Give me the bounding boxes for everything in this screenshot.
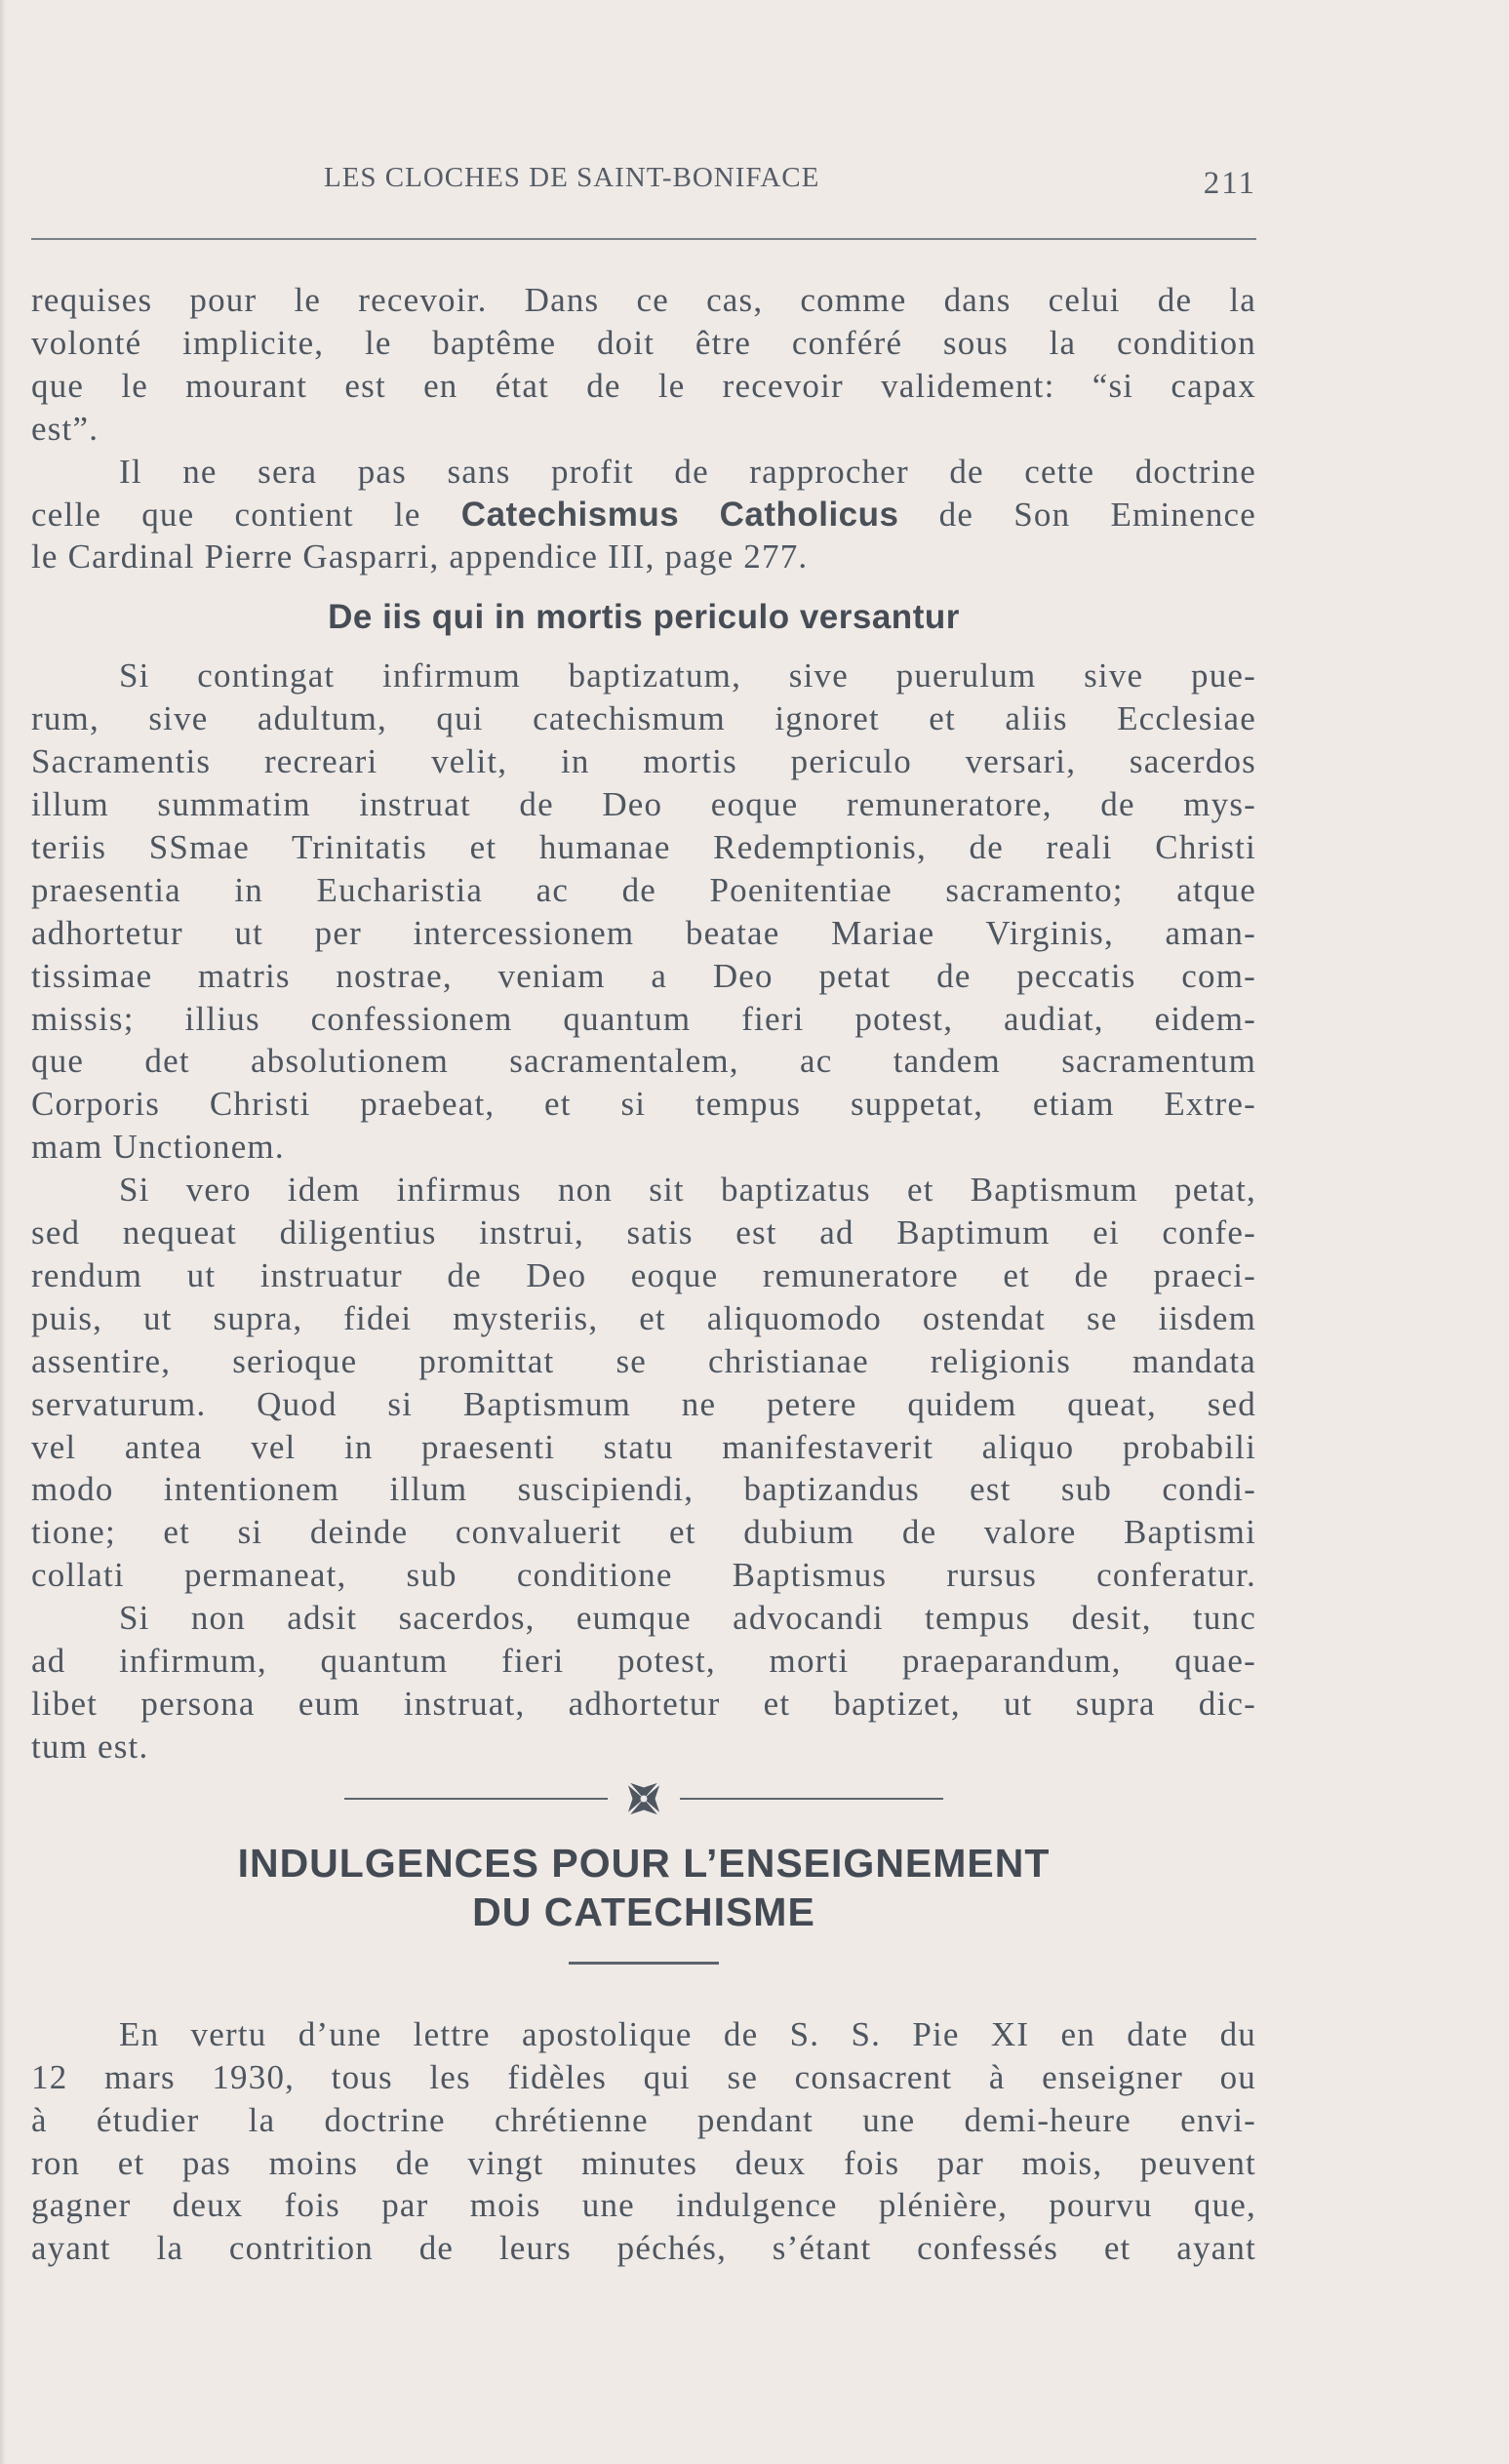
text-line: gagner deux fois par mois une indulgence plénière, pourvu que, [31,2186,1256,2225]
running-head: LES CLOCHES DE SAINT-BONIFACE [324,162,820,193]
latin-paragraph-3 [31,1597,1256,1769]
intro-paragraph [31,279,1256,451]
latin-paragraph-1 [31,655,1256,1169]
text-line: modo intentionem illum suscipiendi, baptizandus est sub condi- [31,1470,1256,1509]
catechism-title: Catechismus Catholicus [460,495,899,534]
text-line: rum, sive adultum, qui catechismum ignoret et aliis Ecclesiae [31,699,1256,738]
text-line: adhortetur ut per intercessionem beatae Mariae Virginis, aman- [31,913,1256,952]
text-line: missis; illius confessionem quantum fieri potest, audiat, eidem- [31,999,1256,1038]
text-span: celle que contient le [31,495,461,534]
page-edge [0,0,6,2464]
text-line: vel antea vel in praesenti statu manifestaverit aliquo probabili [31,1427,1256,1466]
text-span: de Son Eminence [898,495,1256,534]
text-line: praesentia in Eucharistia ac de Poenitentiae sacramento; atque [31,870,1256,909]
text-line: est”. [31,409,99,448]
text-line: collati permaneat, sub conditione Baptismus rursus conferatur. [31,1556,1256,1595]
text-line: En vertu d’une lettre apostolique de S. S. Pie XI en date du [119,2014,1256,2053]
page-header [31,154,1256,203]
text-line: Si vero idem infirmus non sit baptizatus et Baptismum petat, [119,1171,1256,1210]
text-line: volonté implicite, le baptême doit être conféré sous la condition [31,323,1256,362]
text-line: Si contingat infirmum baptizatum, sive puerulum sive pue- [119,656,1256,695]
text-line: ron et pas moins de vingt minutes deux fois par mois, peuvent [31,2143,1256,2182]
section-title-line-2: DU CATECHISME [472,1888,815,1934]
text-line: Corporis Christi praebeat, et si tempus suppetat, etiam Extre- [31,1085,1256,1124]
text-line: rendum ut instruatur de Deo eoque remuneratore et de praeci- [31,1255,1256,1294]
page-body [31,279,1256,2270]
text-line: ad infirmum, quantum fieri potest, morti praeparandum, quae- [31,1642,1256,1681]
text-line: que le mourant est en état de le recevoir validement: “si capax [31,366,1256,405]
text-line: teriis SSmae Trinitatis et humanae Redemptionis, de reali Christi [31,827,1256,866]
text-line: puis, ut supra, fidei mysteriis, et aliquomodo ostendat se iisdem [31,1298,1256,1337]
reference-paragraph [31,451,1256,579]
text-line: servaturum. Quod si Baptismum ne petere quidem queat, sed [31,1384,1256,1423]
text-line: à étudier la doctrine chrétienne pendant une demi-heure envi- [31,2100,1256,2139]
latin-section-heading: De iis qui in mortis periculo versantur [328,598,960,637]
text-line: libet persona eum instruat, adhortetur et baptizet, ut supra dic- [31,1685,1256,1723]
text-line: Si non adsit sacerdos, eumque advocandi tempus desit, tunc [119,1599,1256,1638]
text-line: que det absolutionem sacramentalem, ac tandem sacramentum [31,1042,1256,1081]
header-rule [31,238,1256,240]
ornament-rule-right [680,1798,943,1800]
text-line: sed nequeat diligentius instrui, satis est ad Baptimum ei confe- [31,1213,1256,1252]
page-number: 211 [1203,166,1256,201]
text-line: Sacramentis recreari velit, in mortis periculo versari, sacerdos [31,742,1256,781]
title-rule [569,1962,719,1965]
text-line: Il ne sera pas sans profit de rapprocher de cette doctrine [119,452,1256,491]
text-line: assentire, serioque promittat se christianae religionis mandata [31,1341,1256,1380]
text-line: requises pour le recevoir. Dans ce cas, comme dans celui de la [31,281,1256,319]
indulgences-paragraph [31,2013,1256,2270]
text-line: tione; et si deinde convaluerit et dubium de valore Baptismi [31,1513,1256,1552]
text-line: mam Unctionem. [31,1128,285,1167]
text-line: le Cardinal Pierre Gasparri, appendice III, page 277. [31,537,809,576]
text-line [31,494,1256,537]
section-ornament [31,1776,1256,1821]
text-line: illum summatim instruat de Deo eoque remuneratore, de mys- [31,784,1256,823]
maltese-cross-icon [621,1776,666,1821]
text-line: ayant la contrition de leurs péchés, s’étant confessés et ayant [31,2229,1256,2268]
text-line: tum est. [31,1727,149,1766]
section-title-line-1: INDULGENCES POUR L’ENSEIGNEMENT [237,1840,1051,1886]
text-line: 12 mars 1930, tous les fidèles qui se consacrent à enseigner ou [31,2057,1256,2096]
text-line: tissimae matris nostrae, veniam a Deo petat de peccatis com- [31,956,1256,995]
ornament-rule-left [344,1798,608,1800]
latin-paragraph-2 [31,1169,1256,1597]
